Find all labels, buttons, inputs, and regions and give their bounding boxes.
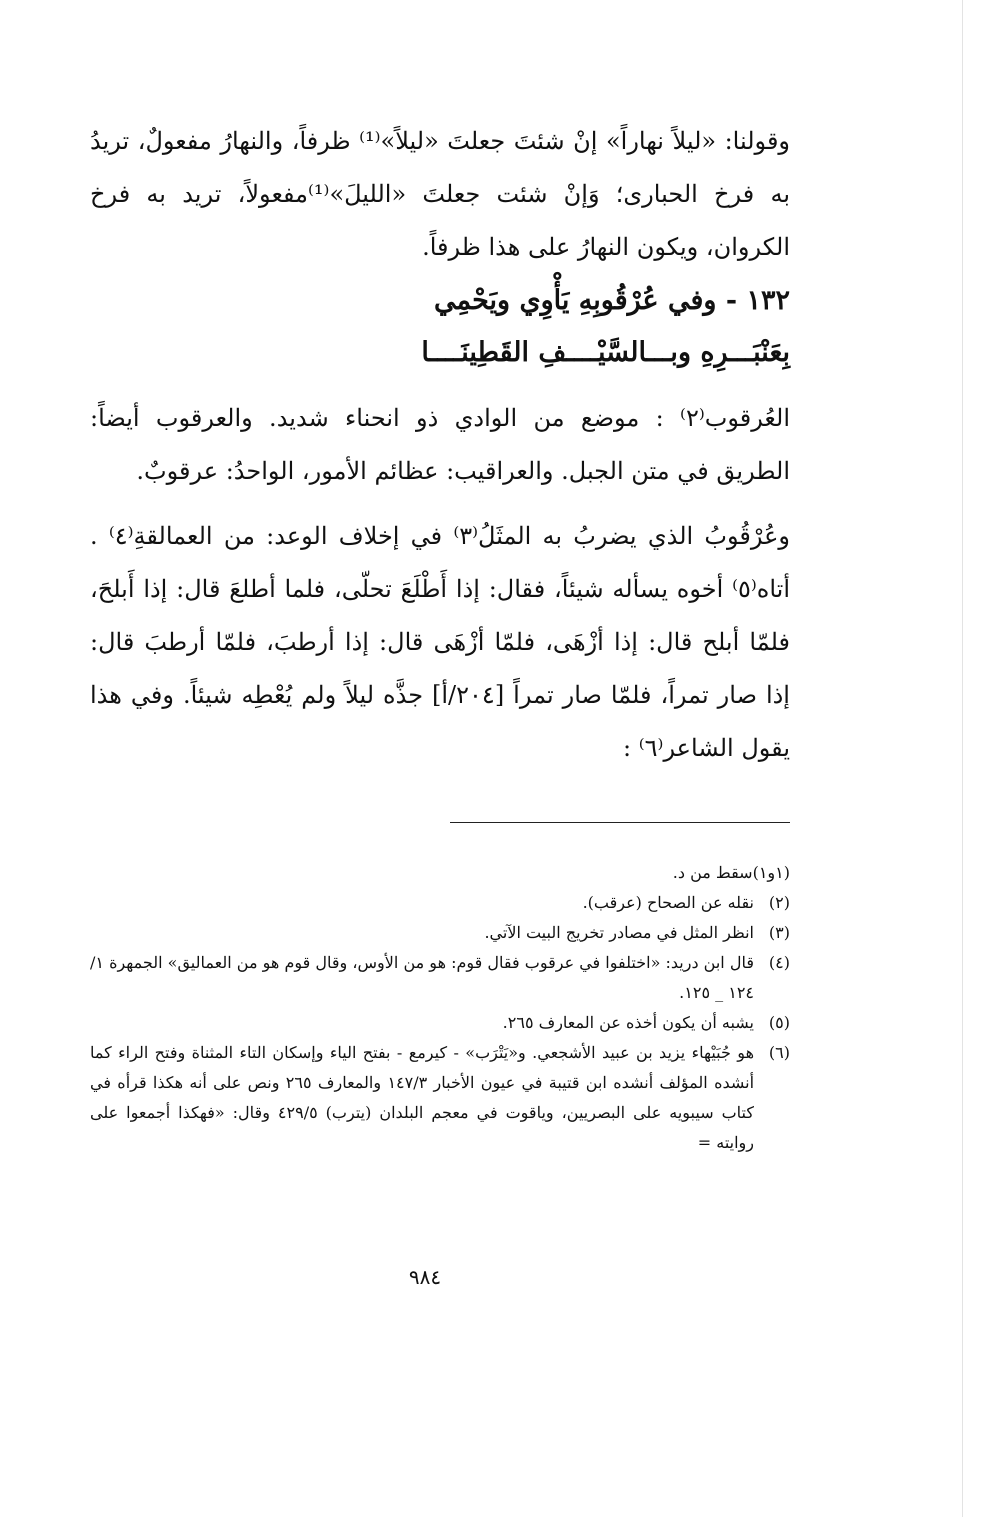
page-number: ٩٨٤ xyxy=(408,1265,442,1289)
footnote-text: انظر المثل في مصادر تخريج البيت الآتي. xyxy=(484,923,754,942)
footnote-3 xyxy=(90,918,790,948)
footnote-number: (٢) xyxy=(768,893,790,912)
footnote-1 xyxy=(90,858,790,888)
main-text xyxy=(90,115,790,775)
footnote-text: (١و١)سقط من د. xyxy=(672,863,790,882)
paragraph-1: وقولنا: «ليلاً نهاراً» إنْ شئتَ جعلتَ «ليلاً»⁽¹⁾ ظرفاً، والنهارُ مفعولٌ، تريدُ به فرخ الحبارى؛ وَإنْ شئت جعلتَ «الليلَ»⁽¹⁾مفعولاً، تريد به فرخ الكروان، ويكون النهارُ على هذا ظرفاً. xyxy=(90,127,791,261)
footnote-text: هو جُبَيْهاء يزيد بن عبيد الأشجعي. و«يَتْرَب» - كيرمع - بفتح الياء وإسكان التاء المثناة وفتح الراء كما أنشده المؤلف أنشده ابن قتيبة في عيون الأخبار ١٤٧/٣ والمعارف ٢٦٥ ونص على أنه هكذا قرأه في كتاب سيبويه على البصريين، وياقوت في معجم البلدان (يترب) ٤٢٩/٥ وقال: «فهكذا أجمعوا على روايته = xyxy=(90,1043,755,1152)
page-edge-rule xyxy=(962,0,963,1517)
footnote-4 xyxy=(90,948,790,1008)
paragraph-3: وعُرْقُوبُ الذي يضربُ به المثَلُ⁽٣⁾ في إخلاف الوعد: من العمالقةِ⁽٤⁾ . أتاه⁽٥⁾ أخوه يسأله شيئاً، فقال: إذا أَطْلَعَ تحلّى، فلما أطلعَ قال: إذا أَبلحَ، فلمّا أبلح قال: إذا أزْهَى، فلمّا أزْهَى قال: إذا أرطبَ، فلمّا أرطبَ قال: إذا صار تمراً، فلمّا صار تمراً [٢٠٤/أ] جذَّه ليلاً ولم يُعْطِه شيئاً. وفي هذا يقول الشاعر⁽٦⁾ : xyxy=(90,522,791,762)
footnote-number: (٥) xyxy=(768,1013,790,1032)
footnotes xyxy=(90,858,790,1158)
footnote-number: (٤) xyxy=(768,953,790,972)
footnote-number: (٦) xyxy=(768,1043,790,1062)
verse-line-2: بِعَنْبَـــرِهِ وبـــالسَّيْــــفِ القَطِينَــــا xyxy=(421,337,790,368)
footnote-separator xyxy=(450,822,790,823)
paragraph-2: العُرقوب⁽٢⁾ : موضع من الوادي ذو انحناء شديد. والعرقوب أيضاً: الطريق في متن الجبل. والعراقيب: عظائم الأمور، الواحدُ: عرقوبٌ. xyxy=(90,404,790,485)
footnote-number: (٣) xyxy=(768,923,790,942)
verse-line-1: ١٣٢ - وفي عُرْقُوبِهِ يَأْوِي ويَحْمِي xyxy=(433,285,790,316)
footnote-5 xyxy=(90,1008,790,1038)
footnote-text: يشبه أن يكون أخذه عن المعارف ٢٦٥. xyxy=(502,1013,754,1032)
footnote-6 xyxy=(90,1038,790,1158)
footnote-text: قال ابن دريد: «اختلفوا في عرقوب فقال قوم: هو من الأوس، وقال قوم هو من العماليق» الجمهرة ١/ ١٢٤ _ ١٢٥. xyxy=(90,953,754,1002)
footnote-text: نقله عن الصحاح (عرقب). xyxy=(582,893,754,912)
footnote-2 xyxy=(90,888,790,918)
verse xyxy=(90,276,790,378)
